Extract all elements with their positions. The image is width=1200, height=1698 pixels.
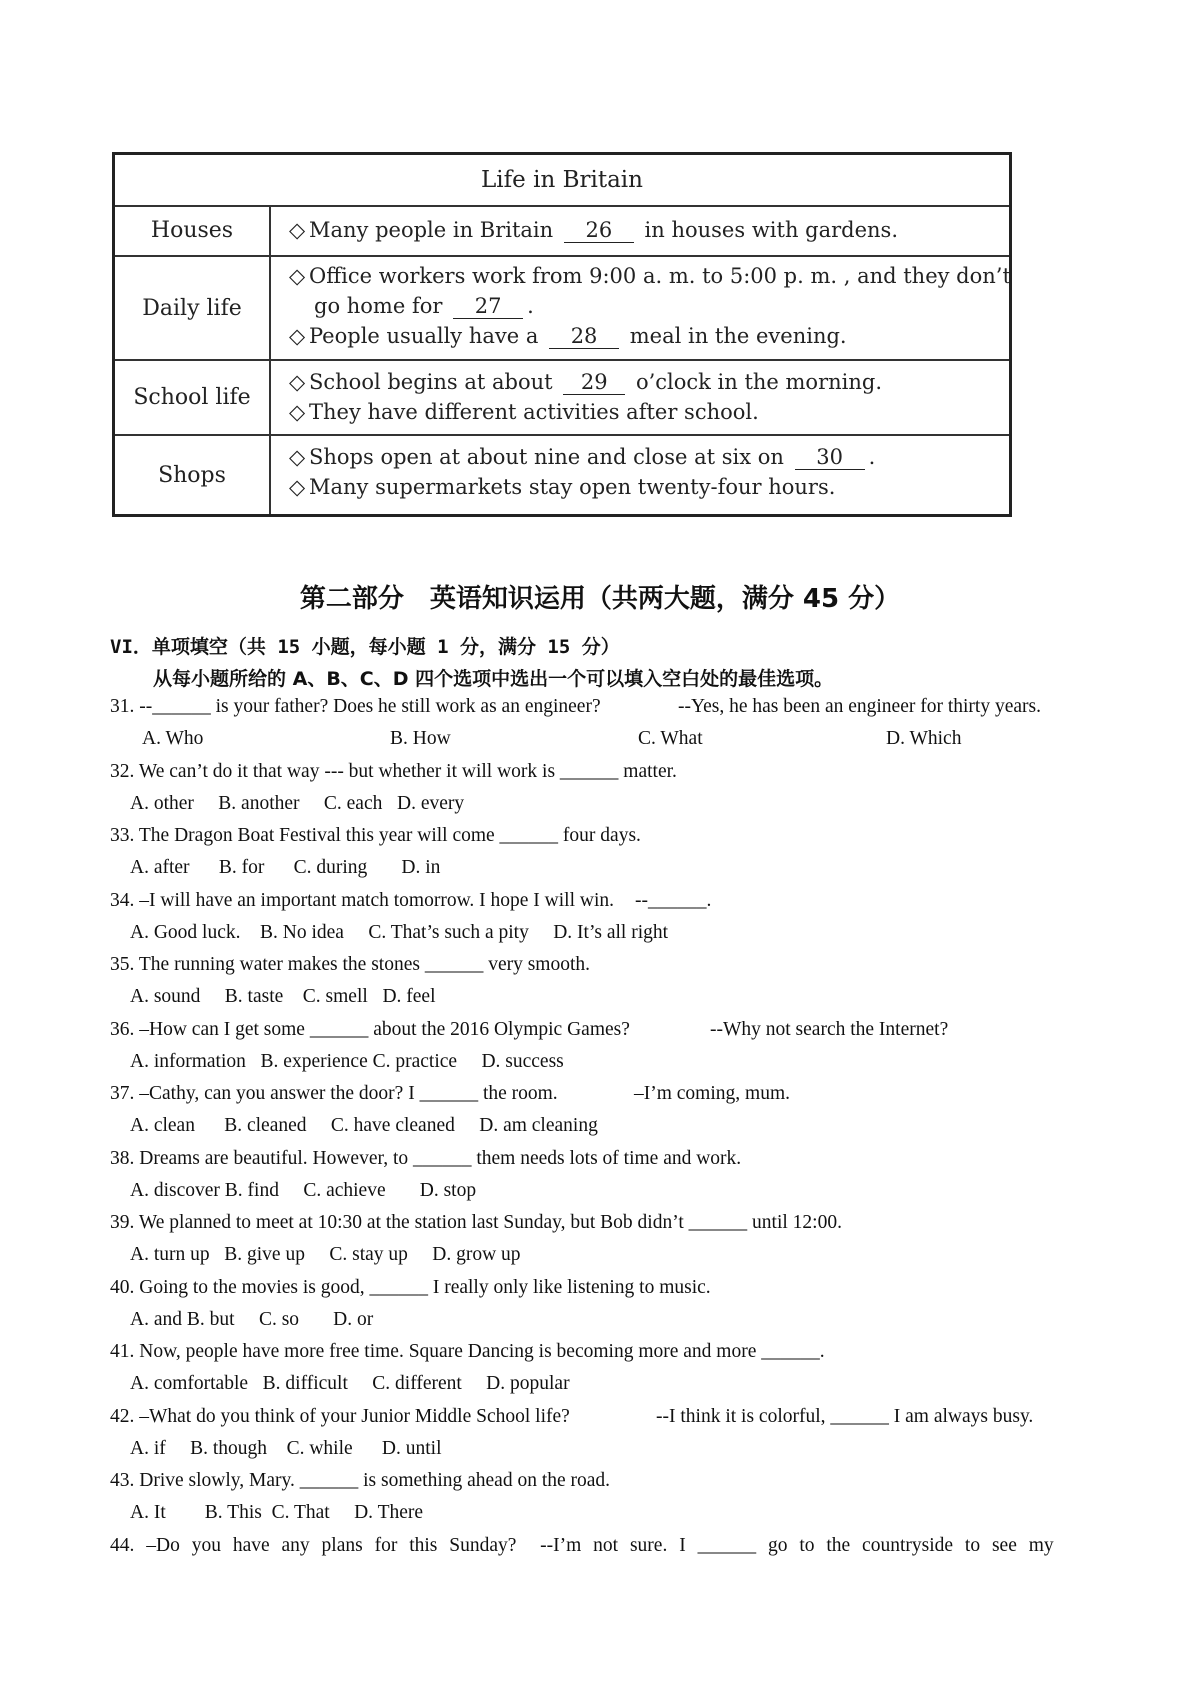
question-34 xyxy=(110,890,1110,955)
diamond-bullet-icon: ◇ xyxy=(289,324,306,348)
question-42 xyxy=(110,1406,1110,1471)
option-c: C. while xyxy=(286,1437,353,1459)
option-row xyxy=(130,793,464,815)
option-b: B. This xyxy=(204,1502,262,1523)
option-d: D. Which xyxy=(886,728,962,749)
option-c: C. different xyxy=(372,1373,462,1394)
option-b: B. for xyxy=(218,857,265,878)
row-label: School life xyxy=(115,361,271,434)
row-label: Shops xyxy=(115,436,271,514)
table-line xyxy=(289,442,999,472)
answer-blank: 30 xyxy=(795,445,865,470)
table-row-houses xyxy=(115,205,1009,257)
option-row xyxy=(130,1244,521,1266)
option-a: A. discover xyxy=(130,1179,220,1201)
answer-blank: 28 xyxy=(549,324,619,349)
question-36 xyxy=(110,1019,1110,1084)
table-title: Life in Britain xyxy=(115,155,1009,207)
option-row xyxy=(130,1502,423,1524)
row-content xyxy=(271,257,1009,359)
instructions: 从每小题所给的 A、B、C、D 四个选项中选出一个可以填入空白处的最佳选项。 xyxy=(153,668,834,690)
option-d: D. grow up xyxy=(432,1244,521,1265)
table-line xyxy=(289,397,999,427)
option-row xyxy=(130,1051,564,1073)
question-43 xyxy=(110,1470,1110,1535)
question-stem: 31. --______ is your father? Does he still work as an engineer? xyxy=(110,696,601,717)
diamond-bullet-icon: ◇ xyxy=(289,445,306,469)
table-row-school-life xyxy=(115,361,1009,436)
option-b: B. give up xyxy=(224,1244,305,1265)
option-row xyxy=(130,1115,598,1137)
option-b: B. though xyxy=(190,1437,268,1459)
part-title: VI．单项填空（共 15 小题，每小题 1 分，满分 15 分） xyxy=(110,636,620,658)
diamond-bullet-icon: ◇ xyxy=(289,400,306,424)
line-text: . xyxy=(527,294,534,318)
question-stem: 35. The running water makes the stones ______ very smooth. xyxy=(110,954,591,975)
line-text: Office workers work from 9:00 a. m. to 5:00 p. m. , and they don’t xyxy=(309,264,1011,288)
option-c: C. smell xyxy=(302,986,368,1007)
question-37 xyxy=(110,1083,1110,1148)
option-c: C. during xyxy=(293,857,368,878)
option-a: A. information xyxy=(130,1050,246,1072)
diamond-bullet-icon: ◇ xyxy=(289,218,306,242)
option-c: C. That’s such a pity xyxy=(368,921,529,943)
question-stem: 42. –What do you think of your Junior Middle School life? xyxy=(110,1405,570,1427)
option-a: A. Good luck. xyxy=(130,921,241,943)
option-a: A. after xyxy=(130,857,190,878)
question-stem: 43. Drive slowly, Mary. ______ is something ahead on the road. xyxy=(110,1470,611,1491)
option-b: B. No idea xyxy=(260,921,344,943)
line-text: meal in the evening. xyxy=(629,324,847,348)
question-stem: 33. The Dragon Boat Festival this year will come ______ four days. xyxy=(110,825,641,846)
option-d: D. or xyxy=(333,1308,374,1330)
line-text: go home for xyxy=(314,294,443,318)
option-c: C. practice xyxy=(372,1050,458,1072)
option-a: A. other xyxy=(130,792,194,814)
question-stem: 40. Going to the movies is good, ______ I really only like listening to music. xyxy=(110,1276,711,1298)
table-line xyxy=(289,261,1011,291)
option-row xyxy=(130,1373,570,1395)
option-row xyxy=(130,857,440,879)
option-row xyxy=(130,986,436,1008)
option-a: A. Who xyxy=(142,728,204,749)
table-row-shops xyxy=(115,436,1009,514)
line-text: Shops open at about nine and close at six on xyxy=(309,445,784,469)
table-line xyxy=(289,291,999,321)
option-c: C. achieve xyxy=(303,1179,386,1201)
option-c: C. That xyxy=(271,1502,330,1523)
option-b: B. experience xyxy=(260,1050,368,1072)
option-c: C. have cleaned xyxy=(330,1115,455,1136)
line-text: Many supermarkets stay open twenty-four hours. xyxy=(309,475,836,499)
diamond-bullet-icon: ◇ xyxy=(289,370,306,394)
life-in-britain-table xyxy=(112,152,1012,517)
option-d: D. feel xyxy=(382,986,436,1007)
answer-blank: 26 xyxy=(564,218,634,243)
table-row-daily-life xyxy=(115,257,1009,361)
question-stem: 38. Dreams are beautiful. However, to ______ them needs lots of time and work. xyxy=(110,1147,742,1169)
option-d: D. until xyxy=(381,1437,442,1459)
option-row xyxy=(142,728,1134,750)
question-stem: 39. We planned to meet at 10:30 at the station last Sunday, but Bob didn’t ______ until 12:00. xyxy=(110,1212,842,1233)
question-reply: --Why not search the Internet? xyxy=(710,1018,949,1040)
question-reply: --I think it is colorful, ______ I am always busy. xyxy=(656,1405,1034,1427)
line-text: School begins at about xyxy=(309,370,553,394)
option-a: A. and xyxy=(130,1308,182,1330)
question-31 xyxy=(110,696,1110,761)
option-a: A. It xyxy=(130,1502,166,1523)
line-text: o’clock in the morning. xyxy=(635,370,883,394)
option-row xyxy=(130,1309,373,1331)
option-b: B. cleaned xyxy=(224,1115,307,1136)
option-d: D. every xyxy=(397,792,465,814)
answer-blank: 29 xyxy=(563,370,625,395)
option-b: B. but xyxy=(186,1308,235,1330)
section-heading: 第二部分 英语知识运用（共两大题，满分 45 分） xyxy=(299,584,901,614)
question-reply: --Yes, he has been an engineer for thirty years. xyxy=(678,696,1041,717)
question-44 xyxy=(110,1535,1110,1600)
option-d: D. success xyxy=(481,1050,564,1072)
question-35 xyxy=(110,954,1110,1019)
diamond-bullet-icon: ◇ xyxy=(289,264,306,288)
option-c: C. What xyxy=(638,728,703,749)
question-stem: 34. –I will have an important match tomorrow. I hope I will win. xyxy=(110,889,615,911)
line-text: . xyxy=(868,445,876,469)
table-line xyxy=(289,321,999,351)
option-d: D. popular xyxy=(486,1373,570,1394)
row-content xyxy=(271,205,1009,255)
row-content xyxy=(271,436,1009,514)
row-label: Houses xyxy=(115,205,271,255)
row-content xyxy=(271,361,1009,434)
table-line xyxy=(289,215,999,245)
option-b: B. another xyxy=(218,792,300,814)
option-row xyxy=(130,1438,442,1460)
question-32 xyxy=(110,761,1110,826)
option-a: A. clean xyxy=(130,1115,195,1136)
option-a: A. turn up xyxy=(130,1244,210,1265)
line-text: People usually have a xyxy=(309,324,539,348)
question-stem: 41. Now, people have more free time. Square Dancing is becoming more and more ______. xyxy=(110,1341,825,1362)
question-reply: –I’m coming, mum. xyxy=(634,1083,790,1104)
question-reply: --______. xyxy=(635,889,712,911)
question-stem: 32. We can’t do it that way --- but whether it will work is ______ matter. xyxy=(110,760,677,782)
question-40 xyxy=(110,1277,1110,1342)
table-line xyxy=(289,472,999,502)
question-39 xyxy=(110,1212,1110,1277)
question-stem: 44. –Do you have any plans for this Sunday? --I’m not sure. I ______ go to the countryside to see my xyxy=(110,1534,1054,1556)
option-d: D. in xyxy=(401,857,441,878)
table-line xyxy=(289,367,999,397)
option-d: D. It’s all right xyxy=(553,921,669,943)
answer-blank: 27 xyxy=(453,294,523,319)
option-c: C. so xyxy=(258,1308,300,1330)
option-b: B. find xyxy=(224,1179,279,1201)
row-label: Daily life xyxy=(115,257,271,359)
line-text: Many people in Britain xyxy=(309,218,554,242)
option-d: D. There xyxy=(354,1502,424,1523)
option-d: D. stop xyxy=(419,1179,477,1201)
question-41 xyxy=(110,1341,1110,1406)
question-stem: 36. –How can I get some ______ about the 2016 Olympic Games? xyxy=(110,1018,630,1040)
question-33 xyxy=(110,825,1110,890)
question-stem: 37. –Cathy, can you answer the door? I ______ the room. xyxy=(110,1083,558,1104)
option-c: C. each xyxy=(323,792,383,814)
option-b: B. taste xyxy=(224,986,284,1007)
option-row xyxy=(130,922,668,944)
option-a: A. sound xyxy=(130,986,201,1007)
question-list xyxy=(110,696,1110,1599)
option-c: C. stay up xyxy=(329,1244,408,1265)
option-row xyxy=(130,1180,476,1202)
option-b: B. difficult xyxy=(262,1373,348,1394)
question-38 xyxy=(110,1148,1110,1213)
option-d: D. am cleaning xyxy=(479,1115,598,1136)
option-b: B. How xyxy=(390,728,451,749)
line-text: They have different activities after school. xyxy=(309,400,759,424)
line-text: in houses with gardens. xyxy=(644,218,898,242)
diamond-bullet-icon: ◇ xyxy=(289,475,306,499)
option-a: A. comfortable xyxy=(130,1373,249,1394)
option-a: A. if xyxy=(130,1437,166,1459)
